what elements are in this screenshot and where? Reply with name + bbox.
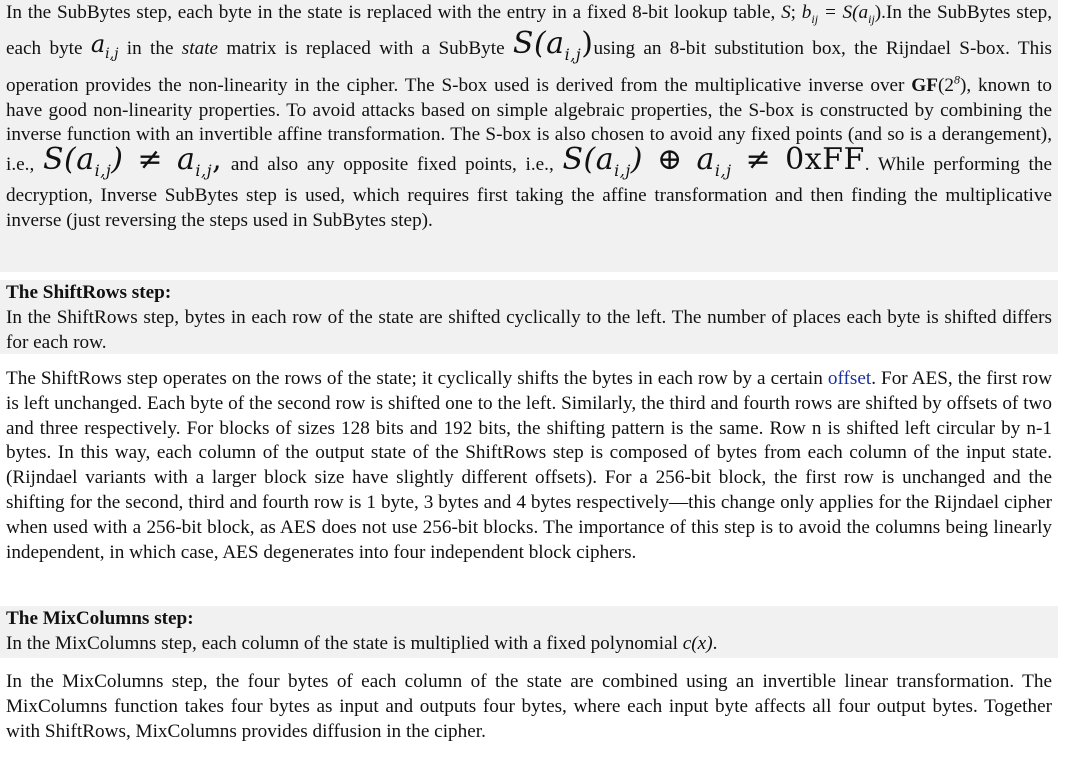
shiftrows-intro: In the ShiftRows step, bytes in each row of the state are shifted cyclically to the left. The number of places each byte is shifted differs for each row.	[6, 306, 1052, 353]
math-a-ij: $a_{i,j}$	[90, 29, 119, 62]
mixcolumns-body: In the MixColumns step, the four bytes of each column of the state are combined using an invertible linear transformation. The MixColumns function takes four bytes as input and outputs four bytes, where each input byte affects all four output bytes. Together with ShiftRows, MixColumns provides diffusion in the cipher.	[6, 671, 1052, 742]
math-fixed-point: $S(a_{i,j}) \ne a_{i,j}$,	[42, 142, 223, 181]
shiftrows-body: The ShiftRows step operates on the rows of the state; it cyclically shifts the bytes in each row by a certain offset. For AES, the first row is left unchanged. Each byte of the second row is shifted one to the left. Similarly, the third and fourth rows are shifted by offsets of two and three respectively. For blocks of sizes 128 bits and 192 bits, the shifting pattern is the same. Row n is shifted left circular by n-1 bytes. In this way, each column of the output state of the ShiftRows step is composed of bytes from each column of the input state. (Rijndael variants with a larger block size have slightly different offsets). For a 256-bit block, the first row is unchanged and the shifting for the second, third and fourth row is 1 byte, 3 bytes and 4 bytes respectively—this change only applies for the Rijndael cipher when used with a 256-bit block, as AES does not use 256-bit blocks. The importance of this step is to avoid the columns being linearly independent, in which case, AES degenerates into four independent block ciphers.	[6, 368, 1052, 563]
shiftrows-summary	[0, 280, 1058, 354]
subbytes-section	[0, 0, 1058, 272]
math-opposite-fixed-point: $S(a_{i,j})$ ⊕ $a_{i,j} \ne 0xFF$	[562, 142, 865, 181]
subbytes-intro: In the SubBytes step, each byte in the state is replaced with the entry in a fixed 8-bit lookup table, S; $b_{ij} = S(a_{ij}).In$	[6, 2, 902, 26]
mixcolumns-intro: In the MixColumns step, each column of the state is multiplied with a fixed polynomial c(x).	[6, 632, 718, 654]
mixcolumns-summary	[0, 606, 1058, 658]
subbytes-body: the SubBytes step, each byte $a_{i,j}$ in the state matrix is replaced with a SubByte $S(a_{i,j})using$ an 8-bit substitution box, the Rijndael S-box. This operation provides the non-linearity in the cipher. The S-box used is derived from the multiplicative inverse over $GF(2^8)$, known to have good non-linearity properties. To avoid attacks based on simple algebraic properties, the S-box is constructed by combining the inverse function with an invertible affine transformation. The S-box is also chosen to avoid any fixed points (and so is a derangement), i.e., $S(a_{i,j}) \ne a_{i,j}$, and also any opposite fixed points, i.e., $S(a_{i,j})$ ⊕ $a_{i,j} \ne 0xFF$. While performing the decryption, Inverse SubBytes step is used, which requires first taking the affine transformation and then finding the multiplicative inverse (just reversing the steps used in SubBytes step).	[6, 2, 1053, 231]
shiftrows-heading: The ShiftRows step:	[6, 282, 172, 303]
offset-link[interactable]: offset	[827, 368, 872, 389]
mixcolumns-heading: The MixColumns step:	[6, 608, 194, 629]
math-s-aij: $S(a_{i,j})$	[512, 25, 594, 64]
